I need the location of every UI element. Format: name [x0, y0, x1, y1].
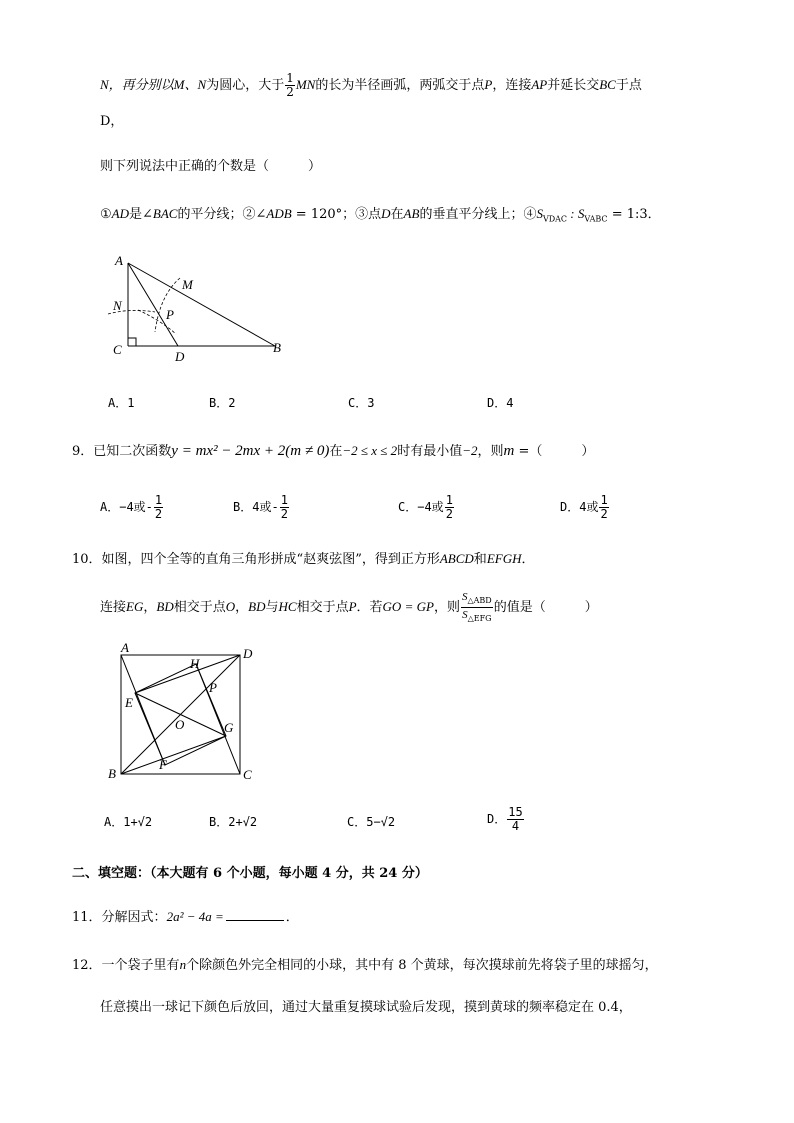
q8-line2: D，: [100, 114, 124, 129]
q9-option-b[interactable]: B．4或- $\frac{1}{2}$: [233, 493, 288, 521]
label-b: B: [273, 340, 281, 355]
label-d: D: [175, 349, 185, 364]
q8-line3: 则下列说法中正确的个数是（ ）: [100, 159, 322, 174]
q12-stem-line1: 12．一个袋子里有n个除颜色外完全相同的小球，其中有 8 个黄球，每次摸球前先将袋子里的球摇匀，: [72, 957, 658, 973]
label-e: E: [125, 695, 133, 710]
label-c: C: [113, 342, 122, 357]
line-bg: [121, 736, 226, 774]
q8-triangle-figure: [100, 250, 300, 365]
q8-option-b[interactable]: B．2: [209, 396, 236, 410]
q12-stem-line2: 任意摸出一球记下颜色后放回，通过大量重复摸球试验后发现，摸到黄球的频率稳定在 0.4，: [100, 1000, 632, 1015]
label-f: F: [159, 757, 167, 772]
q8-fraction: $\frac{1}{2}$: [286, 71, 294, 99]
label-p: P: [166, 307, 174, 322]
section-2-heading: 二、填空题：（本大题有 6 个小题，每小题 4 分，共 24 分）: [72, 866, 428, 881]
q10-option-d[interactable]: D． $\frac{15}{4}$: [487, 805, 523, 833]
q10-stem-line2: 连接EG，BD相交于点O，BD与HC相交于点P．若GO = GP，则 $\frac{S_{\triangle ABD}}{S_{\triangle EFG}}$ 的值是（ ）: [100, 591, 598, 624]
q11-stem: 11．分解因式：2a² − 4a = ．: [72, 909, 299, 925]
q8-line1: N，再分别以M、N为圆心，大于 $\frac{1}{2}$ MN的长为半径画弧，两弧交于点P，连接AP并延长交BC于点: [100, 71, 642, 99]
label-h: H: [190, 656, 200, 671]
side-ab: [128, 263, 275, 346]
label-p: P: [209, 680, 217, 695]
arc-center-m: [155, 278, 180, 332]
label-g: G: [224, 720, 234, 735]
q9-option-c[interactable]: C．−4或 $\frac{1}{2}$: [398, 493, 453, 521]
label-n: N: [113, 298, 122, 313]
label-a: A: [115, 253, 123, 268]
q10-zhaoshuang-figure: [100, 640, 270, 785]
label-b: B: [108, 766, 116, 781]
q10-option-c[interactable]: C．5−√2: [347, 815, 396, 829]
line-de: [135, 655, 240, 693]
label-o: O: [175, 717, 185, 732]
q9-stem: 9．已知二次函数y = mx² − 2mx + 2(m ≠ 0)在−2 ≤ x ≤ 2时有最小值−2，则m =（ ）: [72, 443, 595, 459]
q10-stem-line1: 10．如图，四个全等的直角三角形拼成“赵爽弦图”，得到正方形ABCD和EFGH．: [72, 551, 535, 567]
q8-option-a[interactable]: A．1: [108, 396, 135, 410]
label-d: D: [243, 646, 253, 661]
q10-option-b[interactable]: B．2+√2: [209, 815, 258, 829]
label-a: A: [121, 640, 129, 655]
q8-statements: ①AD是∠BAC的平分线；②∠ADB = 120°；③点D在AB的垂直平分线上；$④S_{VDAC}$ : $S_{VABC}$ = 1:3．: [100, 206, 661, 224]
label-c: C: [243, 767, 252, 782]
right-angle-mark: [128, 338, 136, 346]
q8-option-c[interactable]: C．3: [348, 396, 375, 410]
q9-option-a[interactable]: A．−4或- $\frac{1}{2}$: [100, 493, 163, 521]
q10-option-a[interactable]: A．1+√2: [104, 815, 153, 829]
q10-area-ratio: $\frac{S_{\triangle ABD}}{S_{\triangle EFG}}$: [461, 591, 492, 624]
line-ad: [128, 263, 178, 346]
q11-answer-blank[interactable]: [226, 908, 284, 921]
q8-option-d[interactable]: D．4: [487, 396, 514, 410]
q9-option-d[interactable]: D．4或 $\frac{1}{2}$: [560, 493, 608, 521]
label-m: M: [182, 277, 193, 292]
